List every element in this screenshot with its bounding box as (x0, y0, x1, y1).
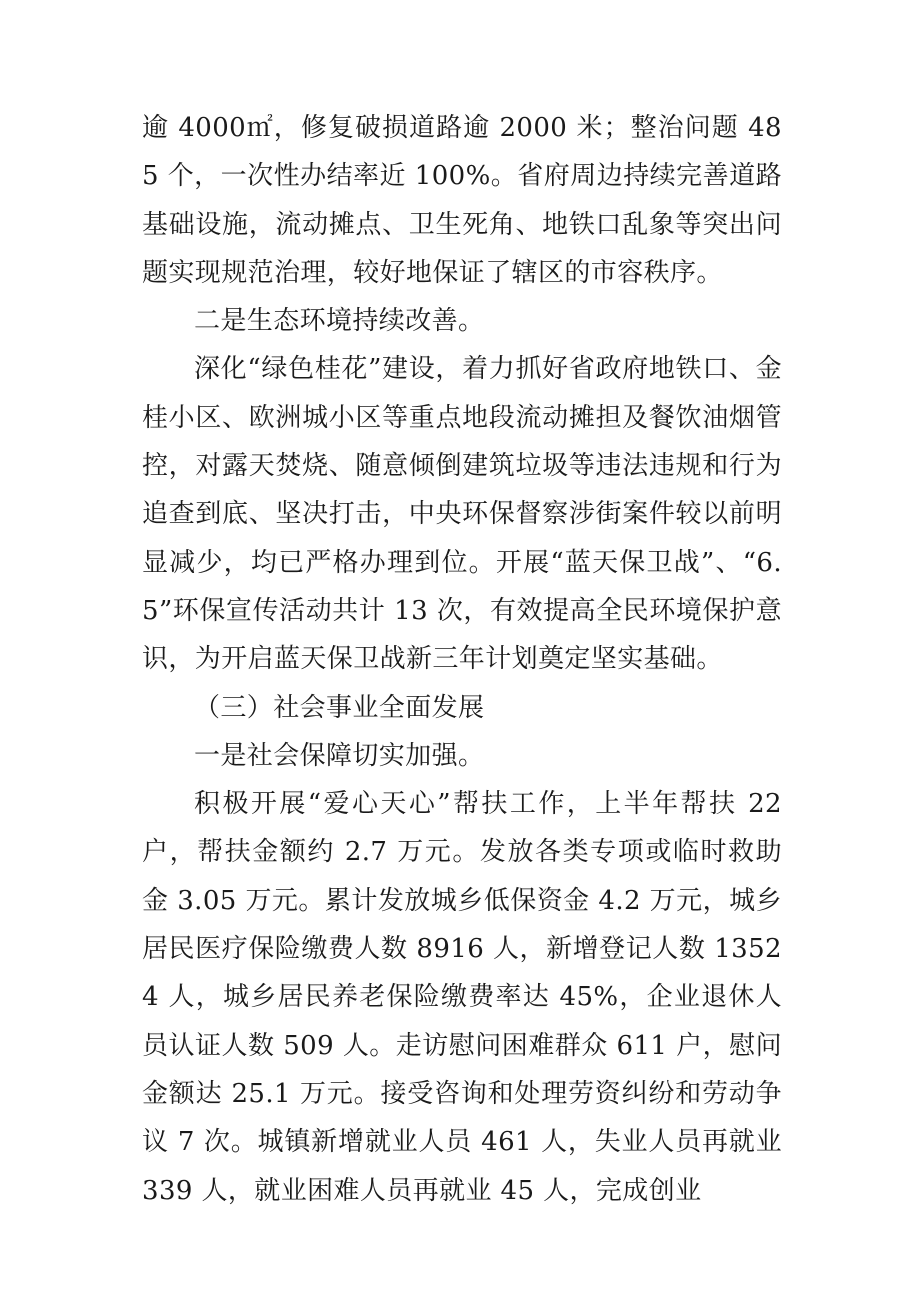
section-heading-security: 一是社会保障切实加强。 (194, 740, 485, 771)
paragraph-ecology: 深化“绿色桂花”建设，着力抓好省政府地铁口、金桂小区、欧洲城小区等重点地段流动摊担及餐饮油烟管控，对露天焚烧、随意倾倒建筑垃圾等违法违规和行为追查到底、坚决打击，中央环保督察涉街案件较以前明显减少，均已严格办理到位。开展“蓝天保卫战”、“6.5”环保宣传活动共计 13 次，有效提高全民环境保护意识，为开启蓝天保卫战新三年计划奠定坚实基础。 (142, 354, 782, 675)
section-heading-social: （三）社会事业全面发展 (194, 692, 485, 723)
paragraph-security: 积极开展“爱心天心”帮扶工作，上半年帮扶 22 户，帮扶金额约 2.7 万元。发放各类专项或临时救助金 3.05 万元。累计发放城乡低保资金 4.2 万元，城乡居民医疗保险缴费人数 8916 人，新增登记人数 13524 人，城乡居民养老保险缴费率达 45%，企业退休人员认证人数 509 人。走访慰问困难群众 611 户，慰问金额达 25.1 万元。接受咨询和处理劳资纠纷和劳动争议 7 次。城镇新增就业人员 461 人，失业人员再就业 339 人，就业困难人员再就业 45 人，完成创业 (142, 789, 782, 1206)
section-heading-ecology: 二是生态环境持续改善。 (194, 306, 485, 337)
paragraph-continuation: 逾 4000㎡，修复破损道路逾 2000 米；整治问题 485 个，一次性办结率近 100%。省府周边持续完善道路基础设施，流动摊点、卫生死角、地铁口乱象等突出问题实现规范治理，较好地保证了辖区的市容秩序。 (142, 113, 782, 288)
document-body (142, 104, 782, 1215)
